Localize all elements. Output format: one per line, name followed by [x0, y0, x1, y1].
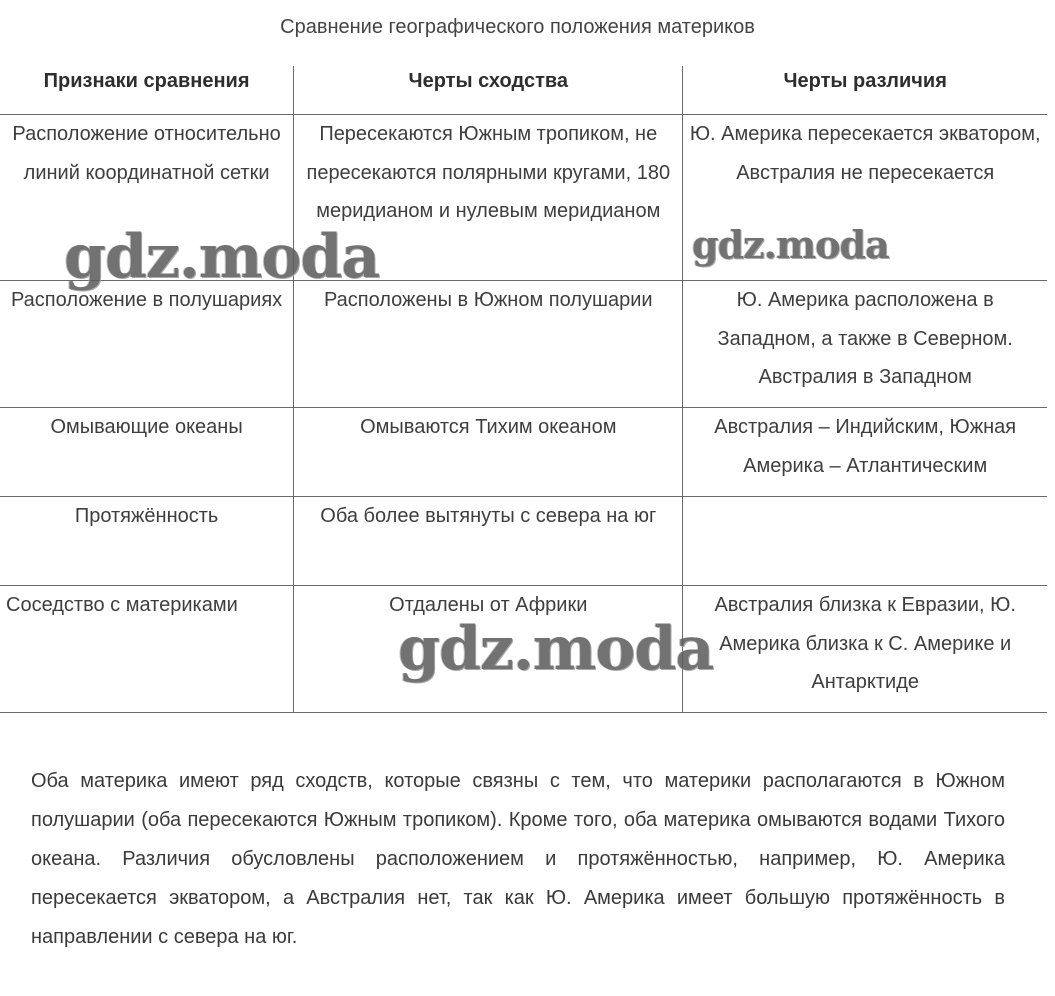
- watermark: gdz.moda: [64, 222, 380, 292]
- cell-similar: Пересекаются Южным тропиком, не пересекаются полярными кругами, 180 меридианом и нулевым меридианом: [294, 115, 683, 281]
- table-header-row: [0, 66, 1047, 115]
- cell-similar: Оба более вытянуты с севера на юг: [294, 497, 683, 586]
- cell-different: Ю. Америка пересекается экватором, Австралия не пересекается: [683, 115, 1047, 281]
- table-row: [0, 281, 1047, 408]
- watermark: gdz.moda: [398, 614, 714, 684]
- cell-similar: Омываются Тихим океаном: [294, 408, 683, 497]
- table-row: [0, 497, 1047, 586]
- header-differences: Черты различия: [683, 66, 1047, 115]
- header-similarities: Черты сходства: [294, 66, 683, 115]
- cell-different: Ю. Америка расположена в Западном, а также в Северном. Австралия в Западном: [683, 281, 1047, 408]
- table-row: [0, 408, 1047, 497]
- summary-paragraph: Оба материка имеют ряд сходств, которые связны с тем, что материки располагаются в Южном полушарии (оба пересекаются Южным тропиком). Кроме того, оба материка омываются водами Тихого океана. Различия обусловлены расположением и протяжённостью, например, Ю. Америка пересекается экватором, а Австралия нет, так как Ю. Америка имеет большую протяжённость в направлении с севера на юг.: [31, 770, 1005, 948]
- cell-feature: Протяжённость: [0, 497, 294, 586]
- cell-different: Австралия близка к Евразии, Ю. Америка близка к С. Америке и Антарктиде: [683, 586, 1047, 713]
- cell-feature: Расположение в полушариях: [0, 281, 294, 408]
- header-features: Признаки сравнения: [0, 66, 294, 115]
- page-title: Сравнение географического положения материков: [280, 16, 755, 38]
- cell-different: Австралия – Индийским, Южная Америка – Атлантическим: [683, 408, 1047, 497]
- cell-feature: Расположение относительно линий координатной сетки: [0, 115, 294, 281]
- cell-similar: Расположены в Южном полушарии: [294, 281, 683, 408]
- watermark: gdz.moda: [692, 222, 889, 267]
- cell-different: [683, 497, 1047, 586]
- cell-feature: Омывающие океаны: [0, 408, 294, 497]
- cell-feature: Соседство с материками: [0, 586, 294, 713]
- cell-similar: Отдалены от Африки: [294, 586, 683, 713]
